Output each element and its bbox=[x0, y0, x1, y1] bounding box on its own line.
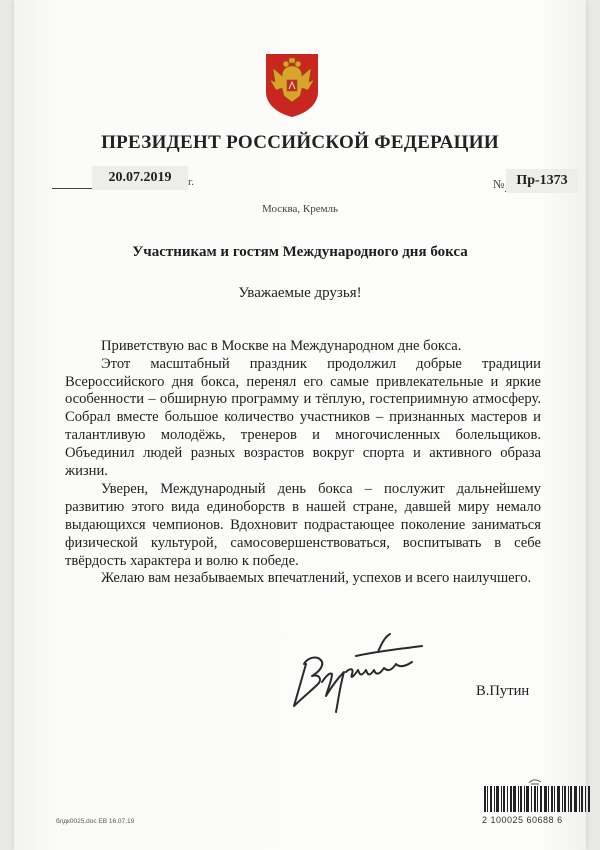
paragraph: Этот масштабный праздник продолжил добрые традиции Всероссийского дня бокса, перенял его самые привлекательные и яркие особенности – обширную программу и тёплую, гостеприимную атмосферу. Собрал вместе большое количество участников – признанных мастеров и талантливую молодёжь, тренеров и многочисленных болельщиков. Объединил людей разных возрастов вокруг спорта и активного образа жизни. bbox=[65, 355, 541, 479]
russian-coat-of-arms-icon bbox=[264, 52, 320, 118]
number-label: № bbox=[493, 177, 505, 191]
paragraph: Уверен, Международный день бокса – послужит дальнейшему развитию этого вида единоборств в нашей стране, давшей миру немало выдающихся чемпионов. Вдохновит подрастающее поколение заниматься физической культурой, самосовершенствоваться, воспитывать в себе твёрдость характера и волю к победе. bbox=[65, 481, 541, 569]
file-note: блдк0025.doc ЕВ 16.07.19 bbox=[56, 818, 135, 825]
document-number: Пр-1373 bbox=[506, 169, 578, 193]
paragraph: Приветствую вас в Москве на Международном дне бокса. bbox=[101, 338, 462, 354]
postal-mark-icon bbox=[528, 777, 542, 785]
date-suffix: г. bbox=[188, 176, 195, 188]
paragraph: Желаю вам незабываемых впечатлений, успехов и всего наилучшего. bbox=[101, 570, 532, 587]
org-title: ПРЕЗИДЕНТ РОССИЙСКОЙ ФЕДЕРАЦИИ bbox=[101, 132, 499, 153]
letter-body bbox=[65, 338, 541, 588]
greeting: Уважаемые друзья! bbox=[238, 285, 362, 301]
place-of-issue: Москва, Кремль bbox=[261, 203, 339, 215]
handwritten-signature bbox=[282, 626, 442, 716]
signer-name: В.Путин bbox=[476, 683, 530, 699]
letter-heading: Участникам и гостям Международного дня бокса bbox=[132, 244, 468, 260]
document-date: 20.07.2019 bbox=[92, 166, 188, 190]
barcode bbox=[484, 786, 592, 812]
barcode-number: 2 100025 60688 6 bbox=[482, 815, 563, 825]
